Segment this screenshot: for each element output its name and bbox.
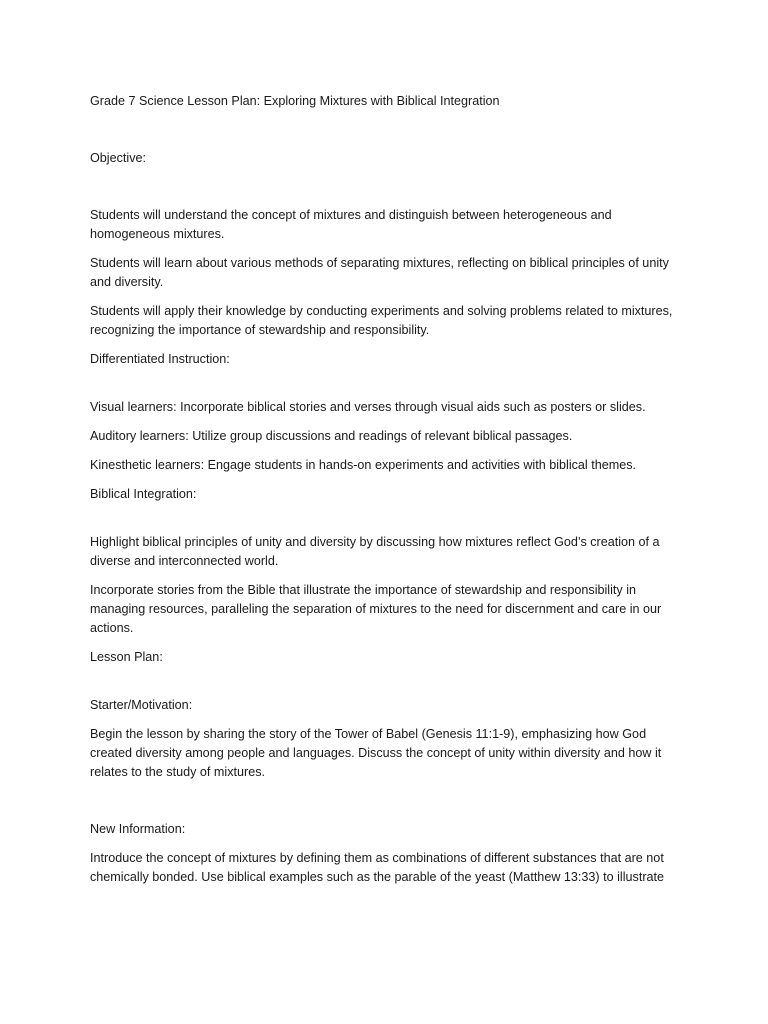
starter-heading: Starter/Motivation: <box>90 698 193 712</box>
new-info-text: Introduce the concept of mixtures by defining them as combinations of different substances that are not chemically bonded. Use biblical examples such as the parable of the yeast (Matthew 13:33) to illustrate <box>90 851 665 884</box>
lesson-plan-heading: Lesson Plan: <box>90 650 163 664</box>
new-info-heading: New Information: <box>90 822 186 836</box>
differentiated-item: Kinesthetic learners: Engage students in hands-on experiments and activities with biblical themes. <box>90 458 637 472</box>
biblical-item: Incorporate stories from the Bible that illustrate the importance of stewardship and responsibility in managing resources, paralleling the separation of mixtures to the need for discernment and care in our actions. <box>90 583 662 635</box>
objective-item: Students will understand the concept of mixtures and distinguish between heterogeneous and homogeneous mixtures. <box>90 208 612 241</box>
starter-text: Begin the lesson by sharing the story of the Tower of Babel (Genesis 11:1-9), emphasizing how God created diversity among people and languages. Discuss the concept of unity within diversity and how it relates to the study of mixtures. <box>90 727 662 779</box>
document-title: Grade 7 Science Lesson Plan: Exploring Mixtures with Biblical Integration <box>90 94 500 108</box>
document-body <box>90 92 680 897</box>
differentiated-item: Visual learners: Incorporate biblical stories and verses through visual aids such as posters or slides. <box>90 400 646 414</box>
biblical-heading: Biblical Integration: <box>90 487 197 501</box>
differentiated-item: Auditory learners: Utilize group discussions and readings of relevant biblical passages. <box>90 429 573 443</box>
differentiated-heading: Differentiated Instruction: <box>90 352 230 366</box>
biblical-item: Highlight biblical principles of unity and diversity by discussing how mixtures reflect God’s creation of a diverse and interconnected world. <box>90 535 660 568</box>
objective-heading: Objective: <box>90 151 146 165</box>
objective-item: Students will learn about various methods of separating mixtures, reflecting on biblical principles of unity and diversity. <box>90 256 669 289</box>
objective-item: Students will apply their knowledge by conducting experiments and solving problems related to mixtures, recognizing the importance of stewardship and responsibility. <box>90 304 673 337</box>
